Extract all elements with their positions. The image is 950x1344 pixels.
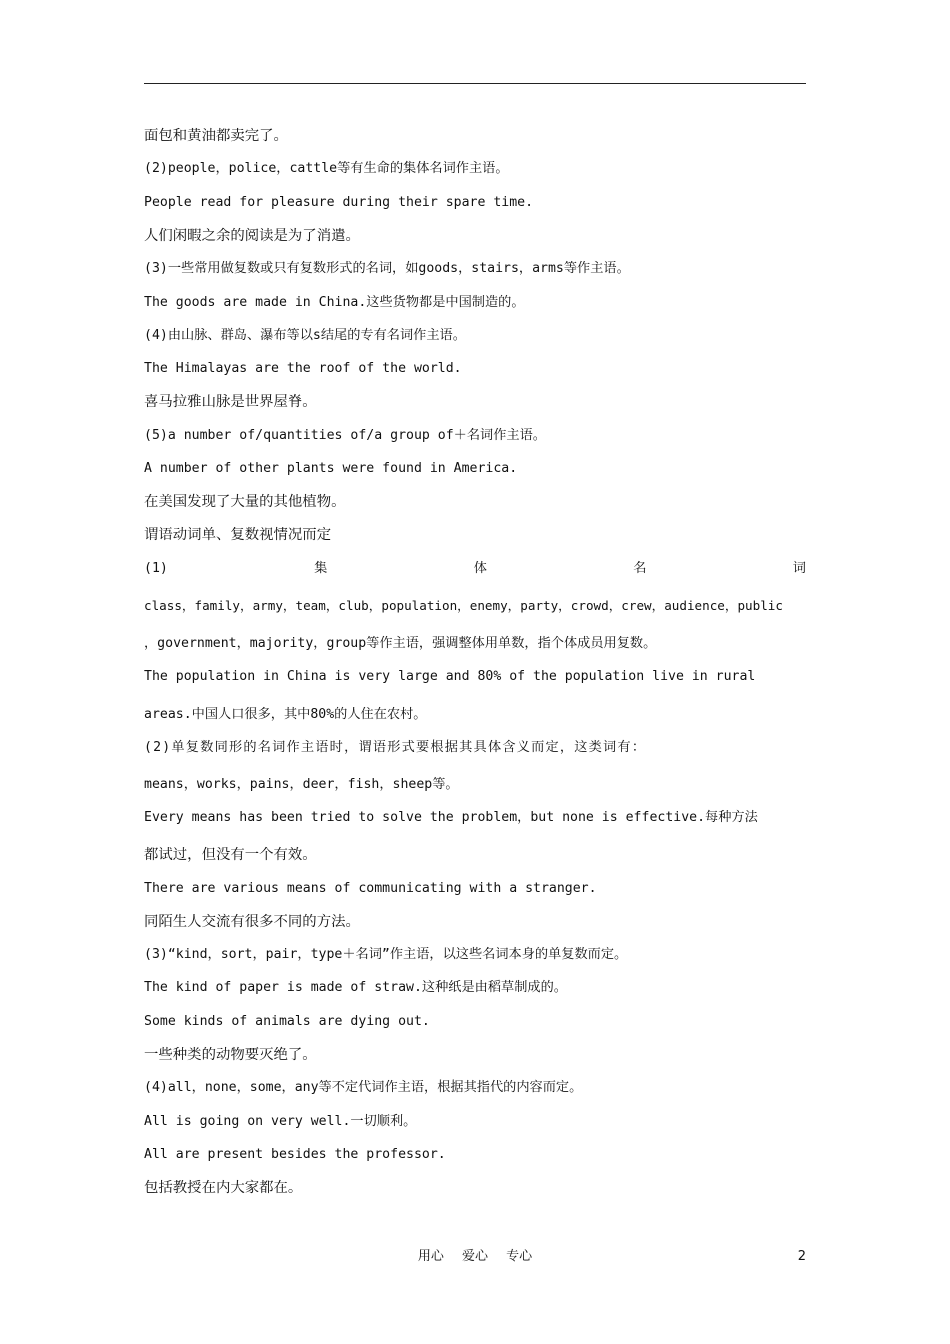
text-line: Some kinds of animals are dying out. bbox=[144, 1014, 430, 1029]
header-rule bbox=[144, 83, 806, 84]
text-line: 同陌生人交流有很多不同的方法。 bbox=[144, 914, 360, 930]
text-line: People read for pleasure during their spare time. bbox=[144, 195, 534, 210]
spread-word: (1) bbox=[144, 561, 168, 576]
page-footer: 用心 爱心 专心 bbox=[417, 1249, 533, 1264]
spread-word: 名 bbox=[633, 561, 647, 576]
text-line: A number of other plants were found in America. bbox=[144, 461, 518, 476]
spread-word: 体 bbox=[473, 561, 487, 576]
spread-word: 集 bbox=[314, 561, 328, 576]
text-line: 人们闲暇之余的阅读是为了消遣。 bbox=[144, 228, 360, 244]
page-number: 2 bbox=[797, 1249, 806, 1264]
text-line: The population in China is very large and 80% of the population live in rural bbox=[144, 669, 756, 684]
text-line: (3)“kind，sort，pair，type＋名词”作主语，以这些名词本身的单复数而定。 bbox=[144, 947, 628, 962]
text-line: 包括教授在内大家都在。 bbox=[144, 1180, 303, 1196]
text-line: 在美国发现了大量的其他植物。 bbox=[144, 494, 346, 510]
text-line: 面包和黄油都卖完了。 bbox=[144, 128, 288, 144]
text-line: (4)由山脉、群岛、瀑布等以s结尾的专有名词作主语。 bbox=[144, 328, 466, 343]
text-line: The goods are made in China.这些货物都是中国制造的。 bbox=[144, 295, 525, 310]
text-line: 谓语动词单、复数视情况而定 bbox=[144, 527, 332, 543]
text-line: The Himalayas are the roof of the world. bbox=[144, 361, 462, 376]
text-line: (2)people，police，cattle等有生命的集体名词作主语。 bbox=[144, 161, 509, 176]
text-line: ，government，majority，group等作主语，强调整体用单数，指个体成员用复数。 bbox=[144, 636, 657, 651]
text-line: (4)all，none，some，any等不定代词作主语，根据其指代的内容而定。 bbox=[144, 1080, 583, 1095]
text-line: Every means has been tried to solve the problem，but none is effective.每种方法 bbox=[144, 810, 758, 825]
text-line: The kind of paper is made of straw.这种纸是由稻草制成的。 bbox=[144, 980, 567, 995]
text-line: (5)a number of/quantities of/a group of＋名词作主语。 bbox=[144, 428, 546, 443]
text-line: class，family，army，team，club，population，enemy，party，crowd，crew，audience，public bbox=[144, 598, 783, 613]
text-line: 喜马拉雅山脉是世界屋脊。 bbox=[144, 394, 317, 410]
text-line: There are various means of communicating with a stranger. bbox=[144, 881, 597, 896]
text-line: (3)一些常用做复数或只有复数形式的名词，如goods，stairs，arms等作主语。 bbox=[144, 261, 630, 276]
text-line: All is going on very well.一切顺利。 bbox=[144, 1114, 417, 1129]
spread-heading-line bbox=[144, 557, 806, 581]
text-line: (2)单复数同形的名词作主语时，谓语形式要根据其具体含义而定，这类词有： bbox=[144, 740, 647, 755]
spread-word: 词 bbox=[792, 561, 806, 576]
text-line: means，works，pains，deer，fish，sheep等。 bbox=[144, 777, 459, 792]
text-line: 一些种类的动物要灭绝了。 bbox=[144, 1047, 317, 1063]
text-line: areas.中国人口很多，其中80%的人住在农村。 bbox=[144, 707, 427, 722]
text-line: 都试过，但没有一个有效。 bbox=[144, 847, 317, 863]
text-line: All are present besides the professor. bbox=[144, 1147, 446, 1162]
